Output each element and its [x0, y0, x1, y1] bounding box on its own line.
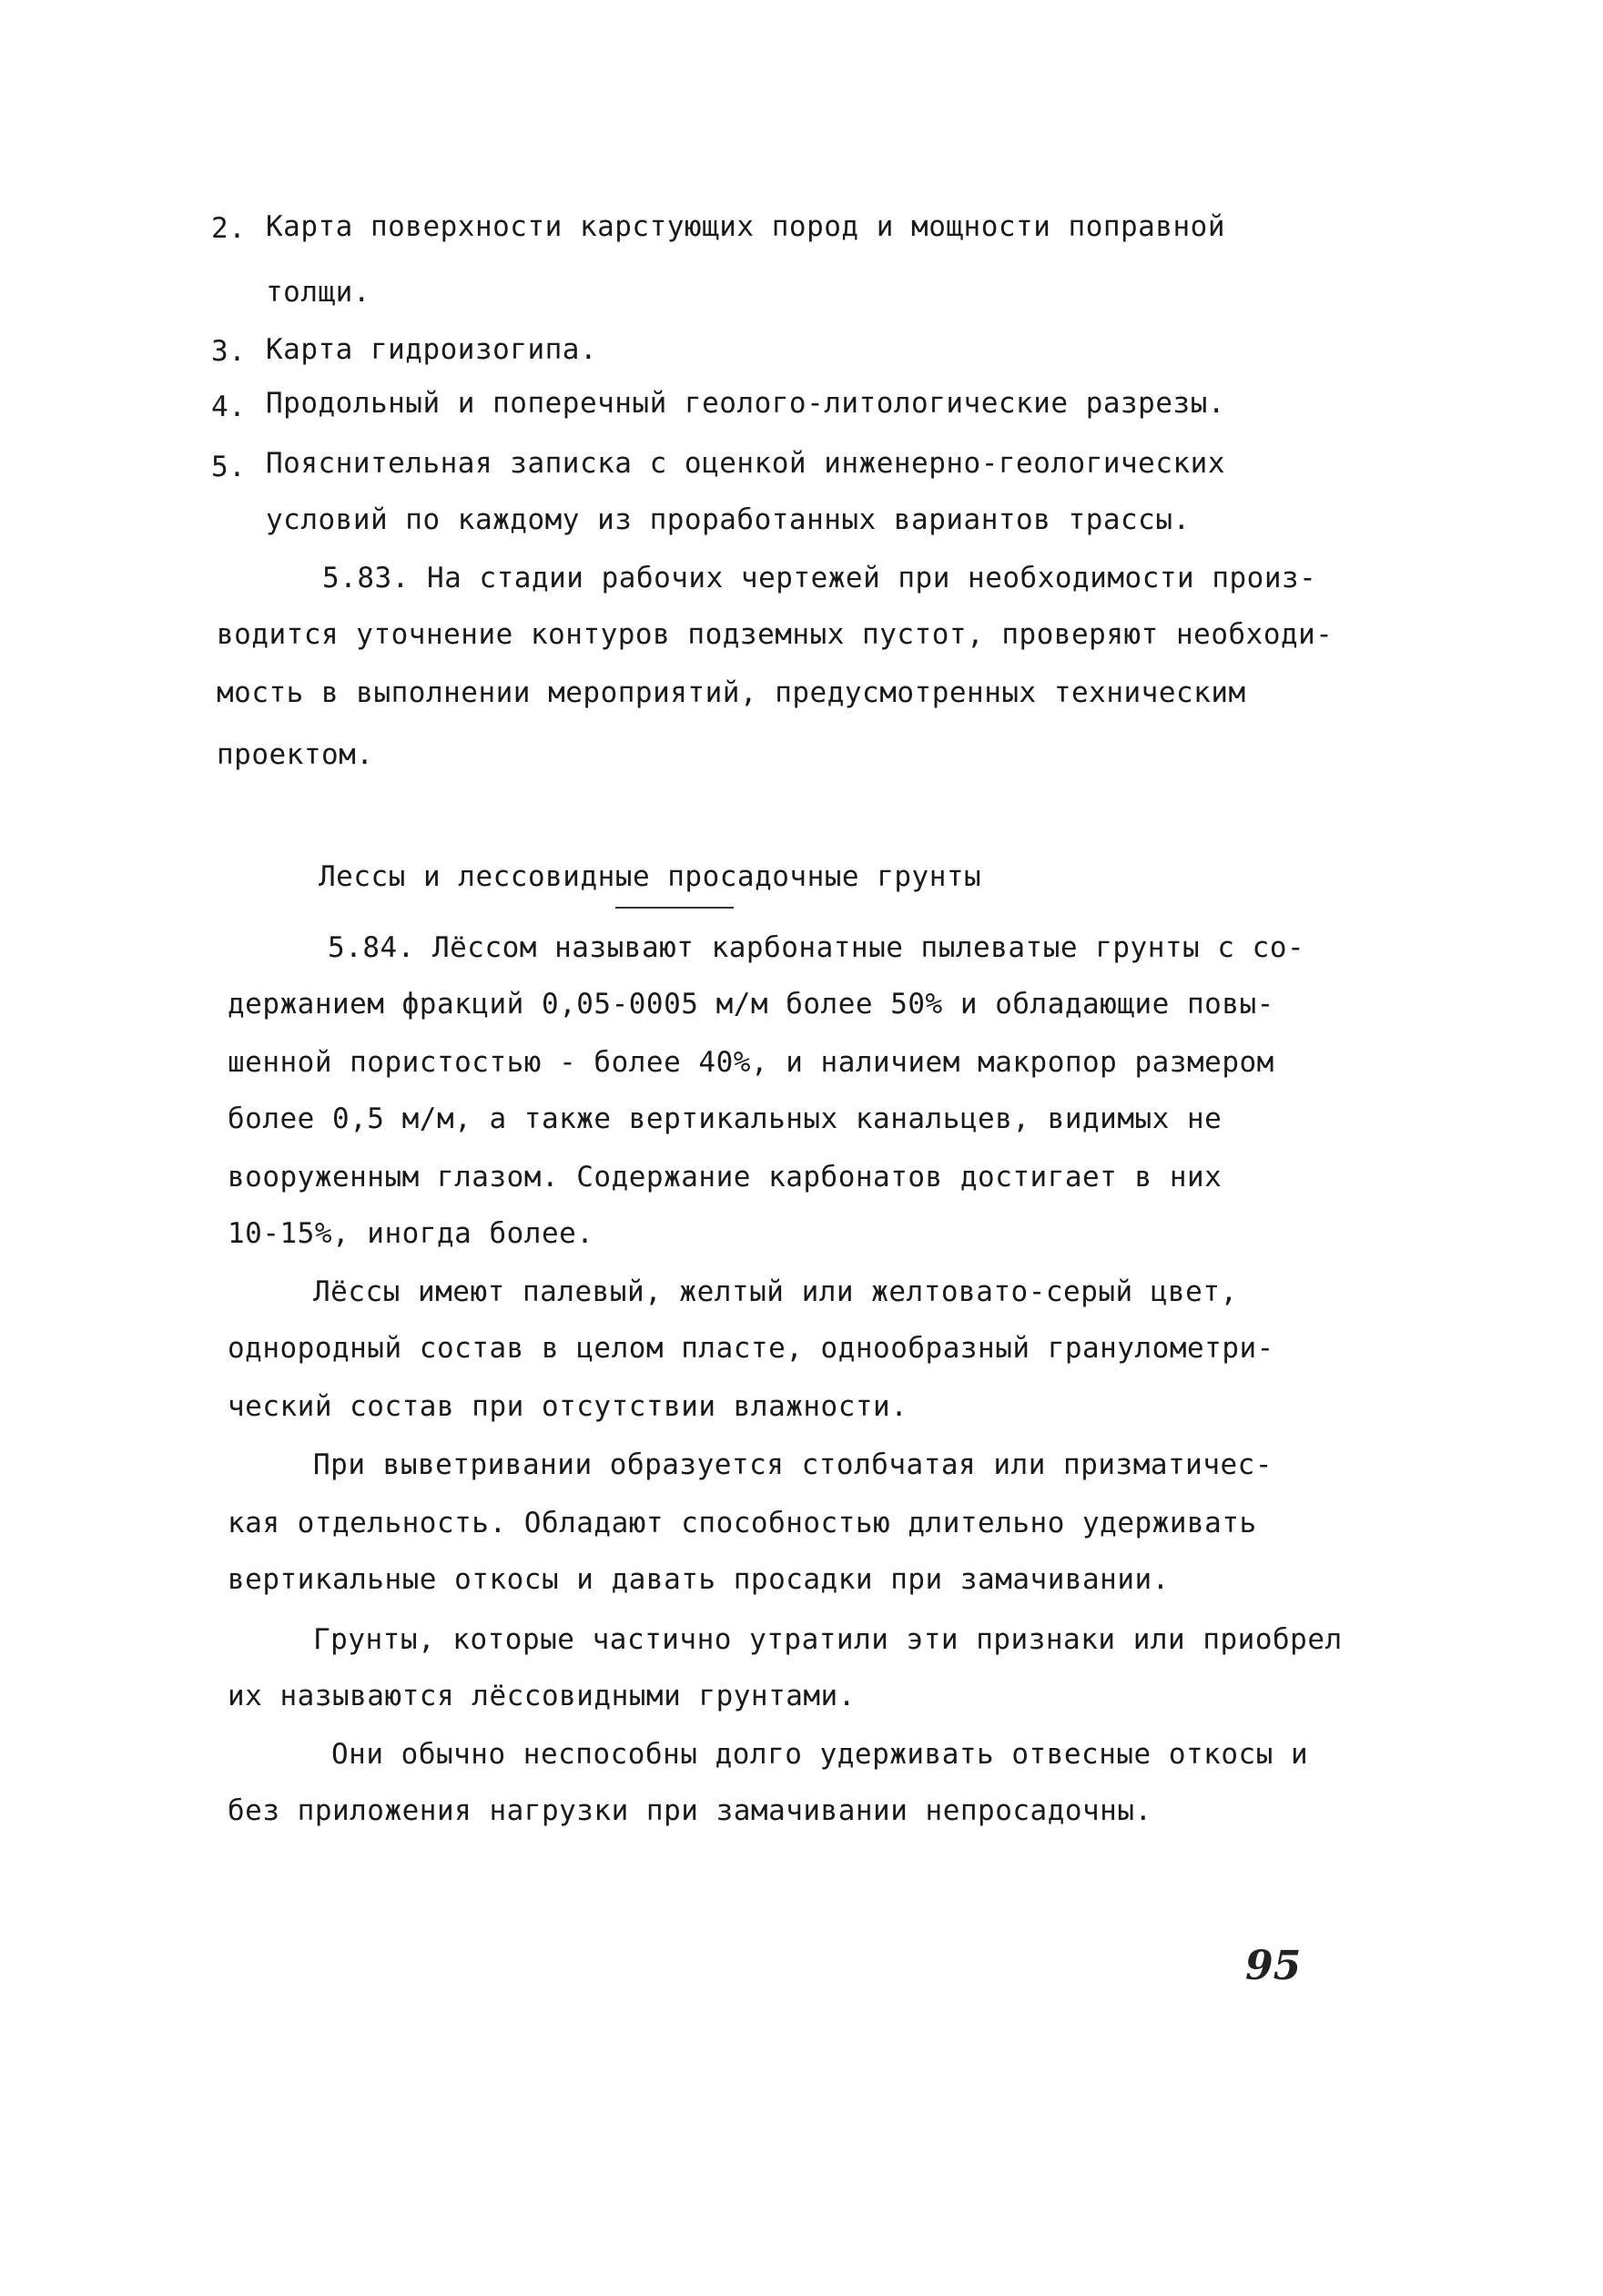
list-item-5-line-1: Пояснительная записка с оценкой инженерно-геологических — [266, 447, 1225, 480]
para-584-line-4: более 0,5 м/м, а также вертикальных канальцев, видимых не — [228, 1102, 1223, 1135]
para-loesslike-line-2: их называются лёссовидными грунтами. — [228, 1680, 856, 1712]
para-584-line-2: держанием фракций 0,05-0005 м/м более 50% и обладающие повы- — [228, 988, 1274, 1021]
list-item-2-number: 2. — [211, 212, 247, 245]
para-584-line-6: 10-15%, иногда более. — [228, 1217, 594, 1250]
page-number: 95 — [1245, 1943, 1302, 1989]
para-weathering-line-1: При выветривании образуется столбчатая или призматичес- — [313, 1448, 1273, 1481]
para-unable-line-2: без приложения нагрузки при замачивании непросадочны. — [228, 1794, 1152, 1827]
para-weathering-line-2: кая отдельность. Обладают способностью длительно удерживать — [228, 1507, 1257, 1539]
list-item-2-line-2: толщи. — [266, 276, 370, 309]
para-color-line-2: однородный состав в целом пласте, однообразный гранулометри- — [228, 1332, 1274, 1365]
list-item-3-line-1: Карта гидроизогипа. — [266, 333, 598, 366]
para-loesslike-line-1: Грунты, которые частично утратили эти признаки или приобрел — [313, 1623, 1343, 1656]
para-584-line-5: вооруженным глазом. Содержание карбонатов достигает в них — [228, 1161, 1223, 1194]
section-heading: Лессы и лессовидные просадочные грунты — [319, 860, 982, 893]
para-unable-line-1: Они обычно неспособны долго удерживать отвесные откосы и — [331, 1738, 1309, 1771]
list-item-4-line-1: Продольный и поперечный геолого-литологические разрезы. — [266, 387, 1225, 420]
list-item-3-number: 3. — [211, 335, 247, 368]
list-item-2-line-1: Карта поверхности карстующих пород и мощности поправной — [266, 210, 1225, 243]
para-color-line-3: ческий состав при отсутствии влажности. — [228, 1390, 908, 1423]
list-item-5-number: 5. — [211, 451, 247, 483]
para-584-line-3: шенной пористостью - более 40%, и наличием макропор размером — [228, 1046, 1274, 1079]
para-583-line-4: проектом. — [217, 738, 374, 771]
para-583-line-1: 5.83. На стадии рабочих чертежей при необходимости произ- — [322, 562, 1317, 594]
para-583-line-2: водится уточнение контуров подземных пустот, проверяют необходи- — [217, 618, 1334, 651]
list-item-5-line-2: условий по каждому из проработанных вариантов трассы. — [266, 503, 1191, 536]
para-583-line-3: мость в выполнении мероприятий, предусмотренных техническим — [217, 676, 1246, 709]
section-heading-underline — [615, 907, 734, 909]
list-item-4-number: 4. — [211, 391, 247, 423]
para-color-line-1: Лёссы имеют палевый, желтый или желтовато-серый цвет, — [313, 1275, 1238, 1308]
para-weathering-line-3: вертикальные откосы и давать просадки при замачивании. — [228, 1563, 1170, 1596]
para-584-line-1: 5.84. Лёссом называют карбонатные пылеватые грунты с со- — [328, 931, 1305, 964]
